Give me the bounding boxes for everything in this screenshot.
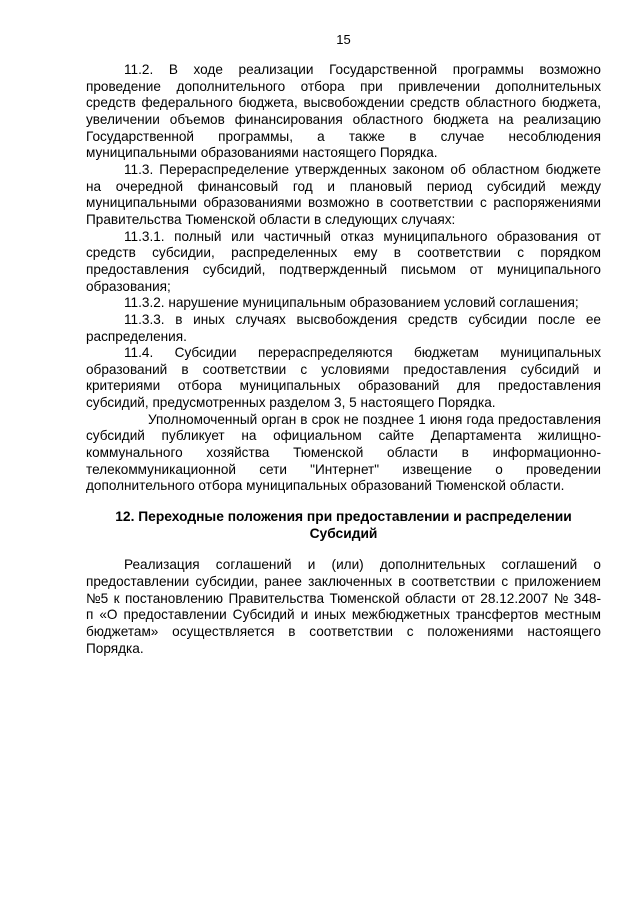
paragraph-line: предоставлении субсидии, ранее заключенных в соответствии с приложением	[86, 574, 601, 590]
paragraph-line: 11.2. В ходе реализации Государственной программы возможно	[124, 62, 601, 77]
paragraph-11-3-3	[86, 312, 601, 345]
paragraph-line: образований в соответствии с условиями предоставления субсидий и	[86, 361, 601, 377]
paragraph-line: п «О предоставлении Субсидий и иных межбюджетных трансфертов местным	[86, 607, 601, 623]
paragraph-line: бюджетам» осуществляется в соответствии с положениями настоящего	[86, 624, 601, 639]
paragraph-transition	[86, 557, 601, 657]
paragraph-line: критериями отбора муниципальных образований для предоставления	[86, 378, 601, 394]
paragraph-line: №5 к постановлению Правительства Тюменской области от 28.12.2007 № 348-	[86, 590, 601, 606]
paragraph-line: 11.3.2. нарушение муниципальным образованием условий соглашения;	[124, 295, 579, 311]
paragraph-line: муниципальными образованиями возможно в соответствии с распоряжениями	[86, 195, 601, 211]
paragraph-line: субсидий публикует на официальном сайте Департамента жилищно-	[86, 428, 601, 444]
paragraph-line: муниципальными образованиями настоящего Порядка.	[86, 145, 438, 161]
paragraph-line: средств федерального бюджета, высвобождении средств областного бюджета,	[86, 95, 601, 111]
paragraph-line: 11.3.1. полный или частичный отказ муниципального образования от	[124, 228, 601, 244]
paragraph-11-4	[86, 345, 601, 412]
paragraph-line: увеличении объемов финансирования областного бюджета на реализацию	[86, 111, 601, 127]
paragraph-line: проведение дополнительного отбора при привлечении дополнительных	[86, 78, 601, 94]
paragraph-line: телекоммуникационной сети "Интернет" извещение о проведении	[86, 461, 601, 477]
paragraph-line: Государственной программы, а также в случае несоблюдения	[86, 128, 601, 144]
paragraph-line: образования;	[86, 278, 171, 294]
paragraph-line: субсидий, предусмотренных разделом 3, 5 настоящего Порядка.	[86, 395, 496, 411]
document-body	[86, 62, 601, 657]
paragraph-11-3-1	[86, 229, 601, 296]
paragraph-line: Правительства Тюменской области в следующих случаях:	[86, 211, 456, 227]
heading-line: 12. Переходные положения при предоставлении и распределении	[115, 509, 572, 525]
paragraph-line: предоставления субсидий, подтвержденный письмом от муниципального	[86, 261, 601, 277]
paragraph-11-3-2	[86, 295, 601, 312]
paragraph-11-3	[86, 162, 601, 229]
paragraph-line: 11.4. Субсидии перераспределяются бюджетам муниципальных	[124, 345, 601, 361]
paragraph-line: дополнительного отбора муниципальных образований Тюменской области.	[86, 478, 565, 494]
paragraph-line: Реализация соглашений и (или) дополнительных соглашений о	[124, 557, 601, 573]
paragraph-line: Уполномоченный орган в срок не позднее 1 июня года предоставления	[148, 411, 601, 427]
paragraph-notice	[86, 412, 601, 495]
paragraph-line: 11.3.3. в иных случаях высвобождения средств субсидии после ее	[124, 311, 601, 327]
paragraph-11-2	[86, 62, 601, 162]
paragraph-line: коммунального хозяйства Тюменской области в информационно-	[86, 445, 601, 461]
section-12-heading	[86, 509, 601, 542]
paragraph-line: средств субсидии, распределенных ему в соответствии с порядком	[86, 245, 601, 261]
paragraph-line: распределения.	[86, 328, 187, 344]
paragraph-line: 11.3. Перераспределение утвержденных законом об областном бюджете	[124, 161, 601, 177]
page-number: 15	[336, 32, 351, 47]
heading-line: Субсидий	[309, 525, 378, 541]
paragraph-line: на очередной финансовый год и плановый период субсидий между	[86, 178, 601, 194]
paragraph-line: Порядка.	[86, 640, 144, 656]
